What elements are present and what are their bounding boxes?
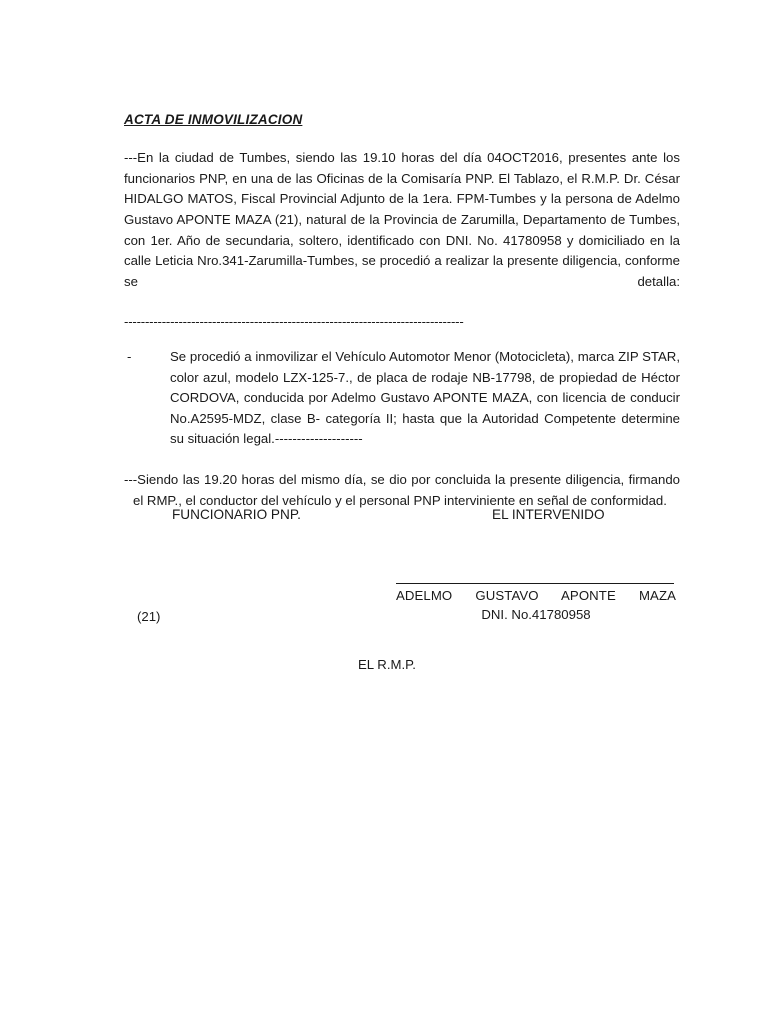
paragraph-introduction xyxy=(124,148,680,313)
signer-dni: DNI. No.41780958 xyxy=(481,607,591,622)
age-marker: (21) xyxy=(137,609,161,624)
paragraph-vehicle-item-text: Se procedió a inmovilizar el Vehículo Automotor Menor (Motocicleta), marca ZIP STAR, color azul, modelo LZX-125-7., de placa de rodaje NB-17798, de propiedad de Héctor CORDOVA, conducida por Adelmo Gustavo APONTE MAZA, con licencia de conducir No.A2595-MDZ, clase B- categoría II; hasta que la Autoridad Competente determine su situación legal.-------------------- xyxy=(170,348,680,447)
rmp-signature-label: EL R.M.P. xyxy=(358,657,416,672)
paragraph-introduction-text: ---En la ciudad de Tumbes, siendo las 19.10 horas del día 04OCT2016, presentes ante los funcionarios PNP, en una de las Oficinas de la Comisaría PNP. El Tablazo, el R.M.P. Dr. César HIDALGO MATOS, Fiscal Provincial Adjunto de la 1era. FPM-Tumbes y la persona de Adelmo Gustavo APONTE MAZA (21), natural de la Provincia de Zarumilla, Departamento de Tumbes, con 1er. Año de secundaria, soltero, identificado con DNI. No. 41780958 y domiciliado en la calle Leticia Nro.341-Zarumilla-Tumbes, se procedió a realizar la presente diligencia, conforme se detalla: xyxy=(124,150,680,289)
paragraph-vehicle-item xyxy=(124,347,680,450)
role-label-funcionario-pnp: FUNCIONARIO PNP. xyxy=(172,507,301,522)
signature-line xyxy=(396,583,674,584)
paragraph-closing: ---Siendo las 19.20 horas del mismo día, se dio por concluida la presente diligencia, firmando el RMP., el conductor del vehículo y el personal PNP interviniente en señal de conformidad. xyxy=(124,471,680,508)
document-body xyxy=(124,112,680,511)
signature-roles-row xyxy=(172,505,682,525)
signer-name: ADELMO GUSTAVO APONTE MAZA xyxy=(396,588,676,603)
document-title: ACTA DE INMOVILIZACION xyxy=(124,112,303,127)
role-label-el-intervenido: EL INTERVENIDO xyxy=(492,507,605,522)
signature-block-intervenido xyxy=(396,583,676,624)
item-bullet-dash: - xyxy=(127,348,132,364)
dashed-separator: --------------------------------------------------------------------------------- xyxy=(124,313,464,329)
